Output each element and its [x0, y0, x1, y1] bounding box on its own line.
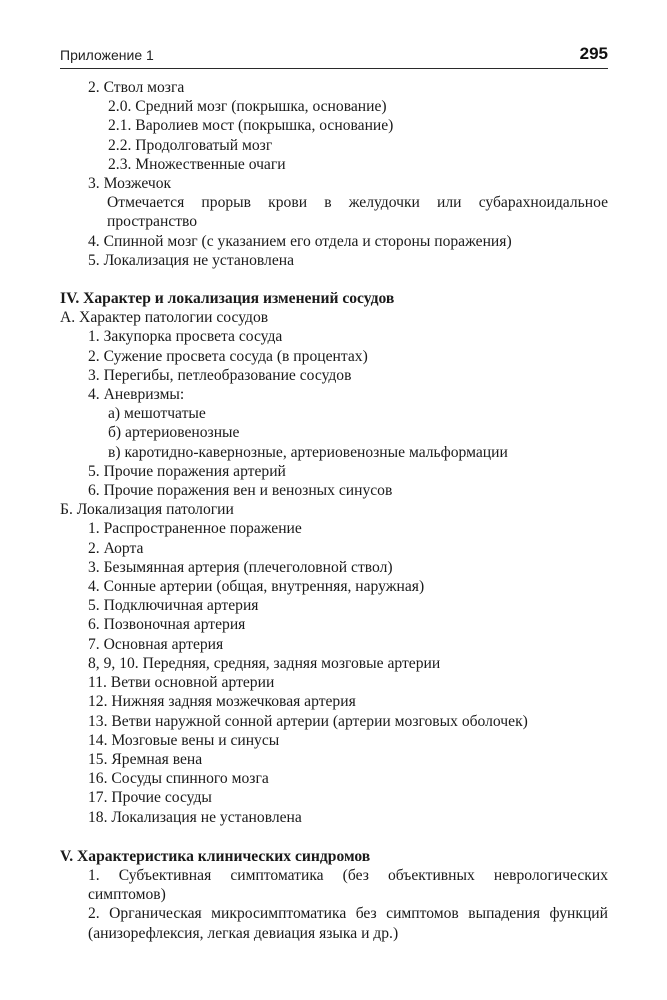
list-item: 1. Закупорка просвета сосуда [88, 328, 283, 346]
list-item: 1. Субъективная симптоматика (без объективных неврологических симптомов) [88, 866, 608, 904]
list-item: 2. Органическая микросимптоматика без симптомов выпадения функций (анизорефлексия, легкая девиация языка и др.) [88, 905, 608, 942]
list-item: 3. Перегибы, петлеобразование сосудов [88, 366, 352, 384]
list-item: 2. Аорта [88, 539, 144, 557]
list-item: 1. Распространенное поражение [88, 520, 302, 538]
list-item: 16. Сосуды спинного мозга [88, 770, 269, 788]
list-item: 13. Ветви наружной сонной артерии (артерии мозговых оболочек) [88, 712, 528, 730]
list-item: 6. Позвоночная артерия [88, 616, 246, 634]
list-subitem: а) мешотчатые [108, 405, 206, 423]
list-item: 3. Безымянная артерия (плечеголовной ствол) [88, 558, 393, 576]
list-item: 15. Яремная вена [88, 750, 203, 768]
page-number: 295 [579, 44, 608, 63]
list-subitem: 2.2. Продолговатый мозг [108, 136, 273, 154]
list-item: 5. Прочие поражения артерий [88, 462, 286, 480]
subsection-title-a: А. Характер патологии сосудов [60, 309, 269, 327]
list-item: 3. Мозжечок [88, 175, 172, 193]
page-body [60, 78, 608, 943]
list-item: 4. Спинной мозг (с указанием его отдела и стороны поражения) [88, 232, 512, 250]
list-item: 17. Прочие сосуды [88, 789, 212, 807]
list-item: 14. Мозговые вены и синусы [88, 731, 280, 749]
section-heading-iv: IV. Характер и локализация изменений сосудов [60, 290, 395, 308]
list-subitem: б) артериовенозные [108, 424, 240, 442]
list-item: 5. Подключичная артерия [88, 597, 259, 615]
list-item: 11. Ветви основной артерии [88, 674, 275, 692]
list-item: 5. Локализация не установлена [88, 251, 295, 269]
running-header [60, 44, 608, 69]
list-item: 2. Ствол мозга [88, 79, 185, 96]
list-subitem: 2.3. Множественные очаги [108, 155, 286, 173]
list-item: 4. Сонные артерии (общая, внутренняя, наружная) [88, 578, 425, 596]
list-item: 18. Локализация не установлена [88, 808, 302, 826]
running-title: Приложение 1 [60, 47, 154, 63]
list-item: 12. Нижняя задняя мозжечковая артерия [88, 693, 356, 711]
list-subitem: в) каротидно-кавернозные, артериовенозные мальформации [108, 443, 508, 461]
list-item: 8, 9, 10. Передняя, средняя, задняя мозговые артерии [88, 654, 441, 672]
note-paragraph: Отмечается прорыв крови в желудочки или субарахноидальное пространство [107, 194, 608, 231]
list-item: 6. Прочие поражения вен и венозных синусов [88, 482, 393, 500]
list-subitem: 2.0. Средний мозг (покрышка, основание) [108, 98, 387, 116]
list-item: 2. Сужение просвета сосуда (в процентах) [88, 347, 368, 365]
section-heading-v: V. Характеристика клинических синдромов [60, 847, 371, 865]
list-item: 7. Основная артерия [88, 635, 224, 653]
list-subitem: 2.1. Варолиев мост (покрышка, основание) [108, 117, 394, 135]
subsection-title-b: Б. Локализация патологии [60, 501, 234, 519]
list-item: 4. Аневризмы: [88, 386, 185, 404]
